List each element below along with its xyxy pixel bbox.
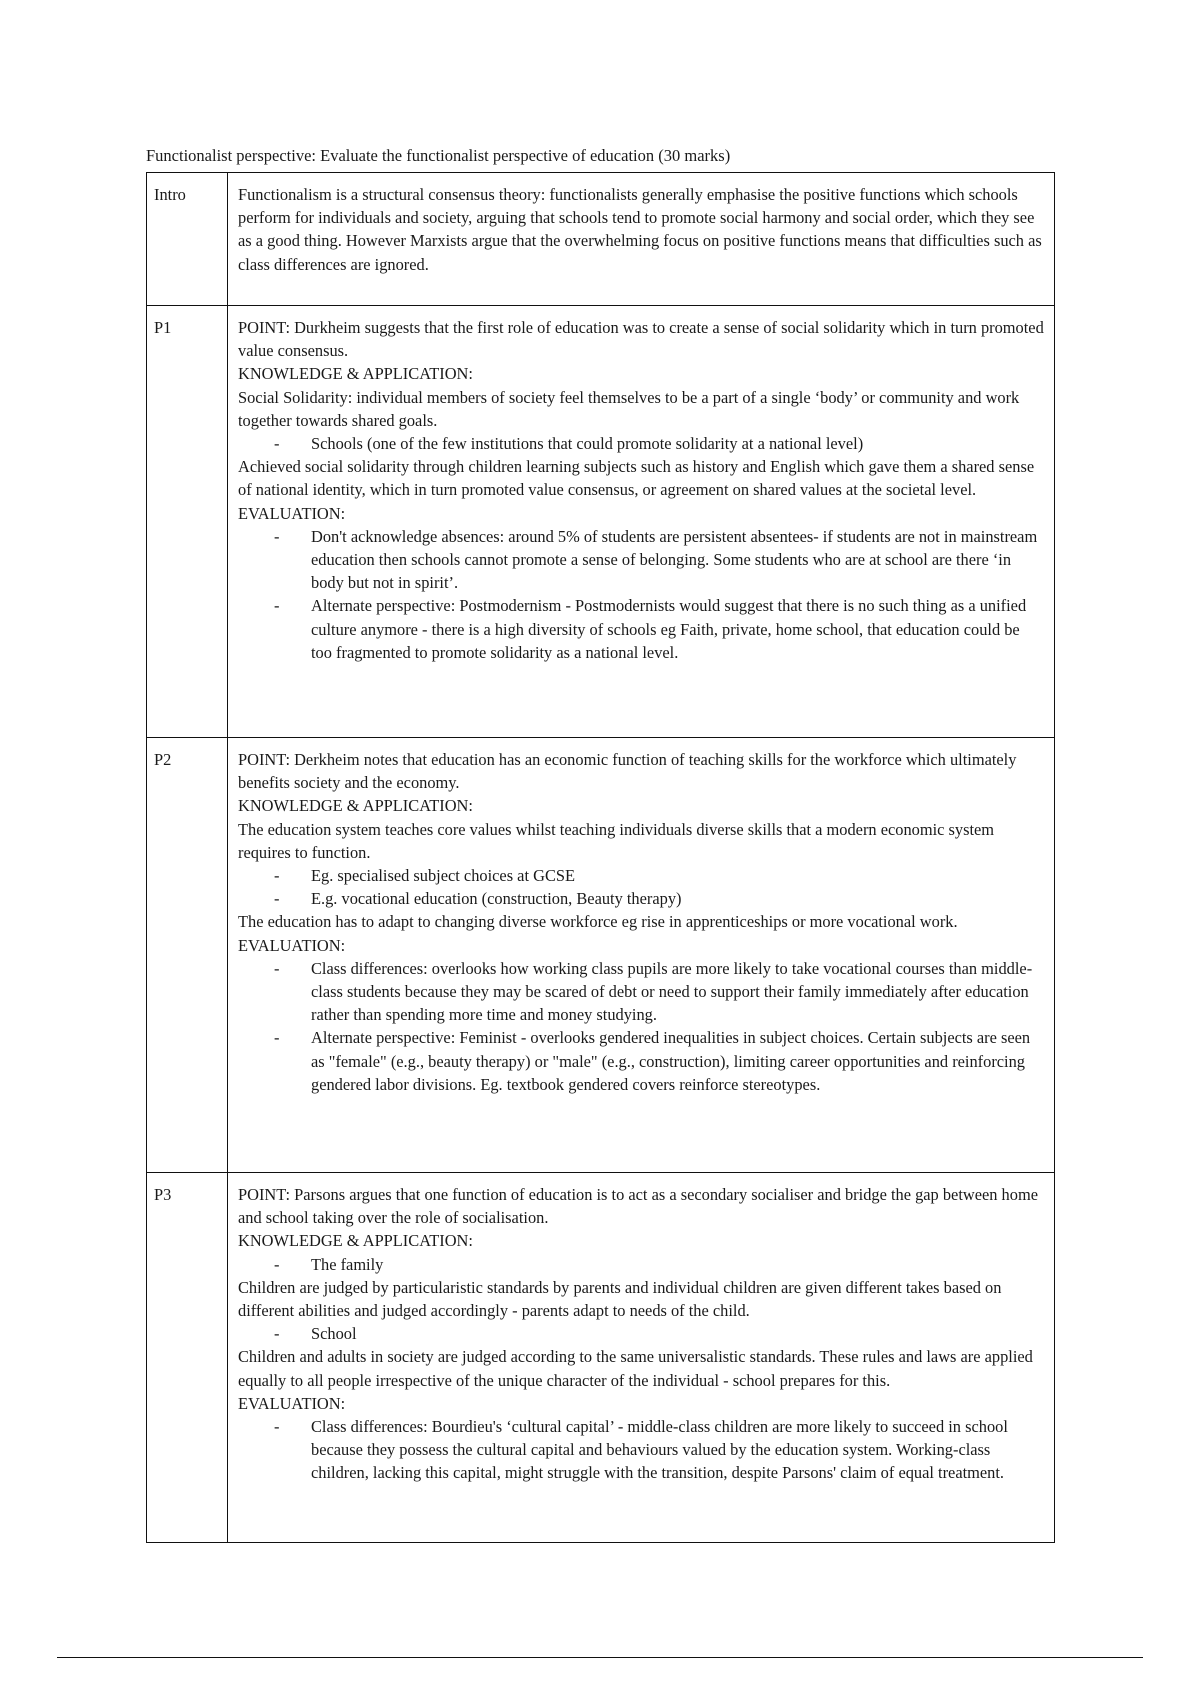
essay-plan-table — [146, 172, 1055, 1543]
table-row-p1 — [147, 306, 1055, 738]
p1-eval-list — [238, 525, 1044, 664]
p3-ka-heading: KNOWLEDGE & APPLICATION: — [238, 1231, 473, 1251]
intro-text: Functionalism is a structural consensus theory: functionalists generally emphasise the positive functions which schools perform for individuals and society, arguing that schools tend to promote social harmony and social order, which they see as a good thing. However Marxists argue that the overwhelming focus on positive functions means that difficulties such as class differences are ignored. — [238, 185, 1042, 274]
table-row-p3 — [147, 1173, 1055, 1543]
list-item: - Eg. specialised subject choices at GCSE — [311, 864, 1044, 887]
list-item: - Class differences: Bourdieu's ‘cultural capital’ - middle-class children are more likely to succeed in school because they possess the cultural capital and behaviours valued by the education system. Working-class children, lacking this capital, might struggle with the transition, despite Parsons' claim of equal treatment. — [311, 1415, 1044, 1485]
row-label-p1: P1 — [147, 306, 228, 738]
p1-point: POINT: Durkheim suggests that the first role of education was to create a sense of social solidarity which in turn promoted value consensus. — [238, 318, 1044, 361]
table-row-p2 — [147, 738, 1055, 1173]
p2-eval-list — [238, 957, 1044, 1096]
p1-ka-list — [238, 432, 1044, 455]
p2-ka-list — [238, 864, 1044, 910]
p3-ka-list-2 — [238, 1322, 1044, 1345]
p2-ka-text-1: The education system teaches core values whilst teaching individuals diverse skills that a modern economic system requires to function. — [238, 819, 995, 862]
p3-eval-heading: EVALUATION: — [238, 1393, 346, 1413]
table-row-intro — [147, 173, 1055, 306]
p1-ka-heading: KNOWLEDGE & APPLICATION: — [238, 364, 473, 384]
p2-point: POINT: Derkheim notes that education has an economic function of teaching skills for the workforce which ultimately benefits society and the economy. — [238, 750, 1017, 793]
list-item: - The family — [311, 1253, 1044, 1276]
row-label-p3: P3 — [147, 1173, 228, 1543]
list-item: - School — [311, 1322, 1044, 1345]
row-label-intro: Intro — [147, 173, 228, 306]
p3-ka-list-1 — [238, 1253, 1044, 1276]
p2-content — [228, 738, 1055, 1173]
p3-content — [228, 1173, 1055, 1543]
p1-eval-heading: EVALUATION: — [238, 503, 346, 523]
list-item: - Don't acknowledge absences: around 5% of students are persistent absentees- if students are not in mainstream education then schools cannot promote a sense of belonging. Some students who are at school are there ‘in body but not in spirit’. — [311, 525, 1044, 595]
list-item: - E.g. vocational education (construction, Beauty therapy) — [311, 887, 1044, 910]
p3-point: POINT: Parsons argues that one function of education is to act as a secondary socialiser and bridge the gap between home and school taking over the role of socialisation. — [238, 1185, 1038, 1228]
p2-ka-heading: KNOWLEDGE & APPLICATION: — [238, 796, 473, 816]
intro-content — [228, 173, 1055, 306]
list-item: - Class differences: overlooks how working class pupils are more likely to take vocational courses than middle-class students because they may be scared of debt or need to support their family immediately after education rather than spending more time and money studying. — [311, 957, 1044, 1027]
p1-content — [228, 306, 1055, 738]
page-title: Functionalist perspective: Evaluate the functionalist perspective of education (30 marks) — [146, 146, 731, 165]
p3-eval-list — [238, 1415, 1044, 1485]
p3-ka-text-1: Children are judged by particularistic standards by parents and individual children are given different takes based on different abilities and judged accordingly - parents adapt to needs of the child. — [238, 1277, 1002, 1321]
p1-ka-text-2: Achieved social solidarity through children learning subjects such as history and English which gave them a shared sense of national identity, which in turn promoted value consensus, or agreement on shared values at the societal level. — [238, 457, 1035, 500]
list-item: - Schools (one of the few institutions that could promote solidarity at a national level) — [311, 432, 1044, 455]
p1-ka-text-1: Social Solidarity: individual members of society feel themselves to be a part of a single ‘body’ or community and work together towards shared goals. — [238, 387, 1020, 430]
footer-rule — [57, 1657, 1143, 1658]
p2-eval-heading: EVALUATION: — [238, 935, 346, 955]
list-item: - Alternate perspective: Postmodernism - Postmodernists would suggest that there is no such thing as a unified culture anymore - there is a high diversity of schools eg Faith, private, home school, that education could be too fragmented to promote solidarity as a national level. — [311, 594, 1044, 664]
row-label-p2: P2 — [147, 738, 228, 1173]
list-item: - Alternate perspective: Feminist - overlooks gendered inequalities in subject choices. Certain subjects are seen as "female" (e.g., beauty therapy) or "male" (e.g., construction), limiting career opportunities and reinforcing gendered labor divisions. Eg. textbook gendered covers reinforce stereotypes. — [311, 1026, 1044, 1096]
p2-ka-text-2: The education has to adapt to changing diverse workforce eg rise in apprenticeships or more vocational work. — [238, 912, 958, 932]
p3-ka-text-2: Children and adults in society are judged according to the same universalistic standards. These rules and laws are applied equally to all people irrespective of the unique character of the individual - school prepares for this. — [238, 1347, 1033, 1390]
